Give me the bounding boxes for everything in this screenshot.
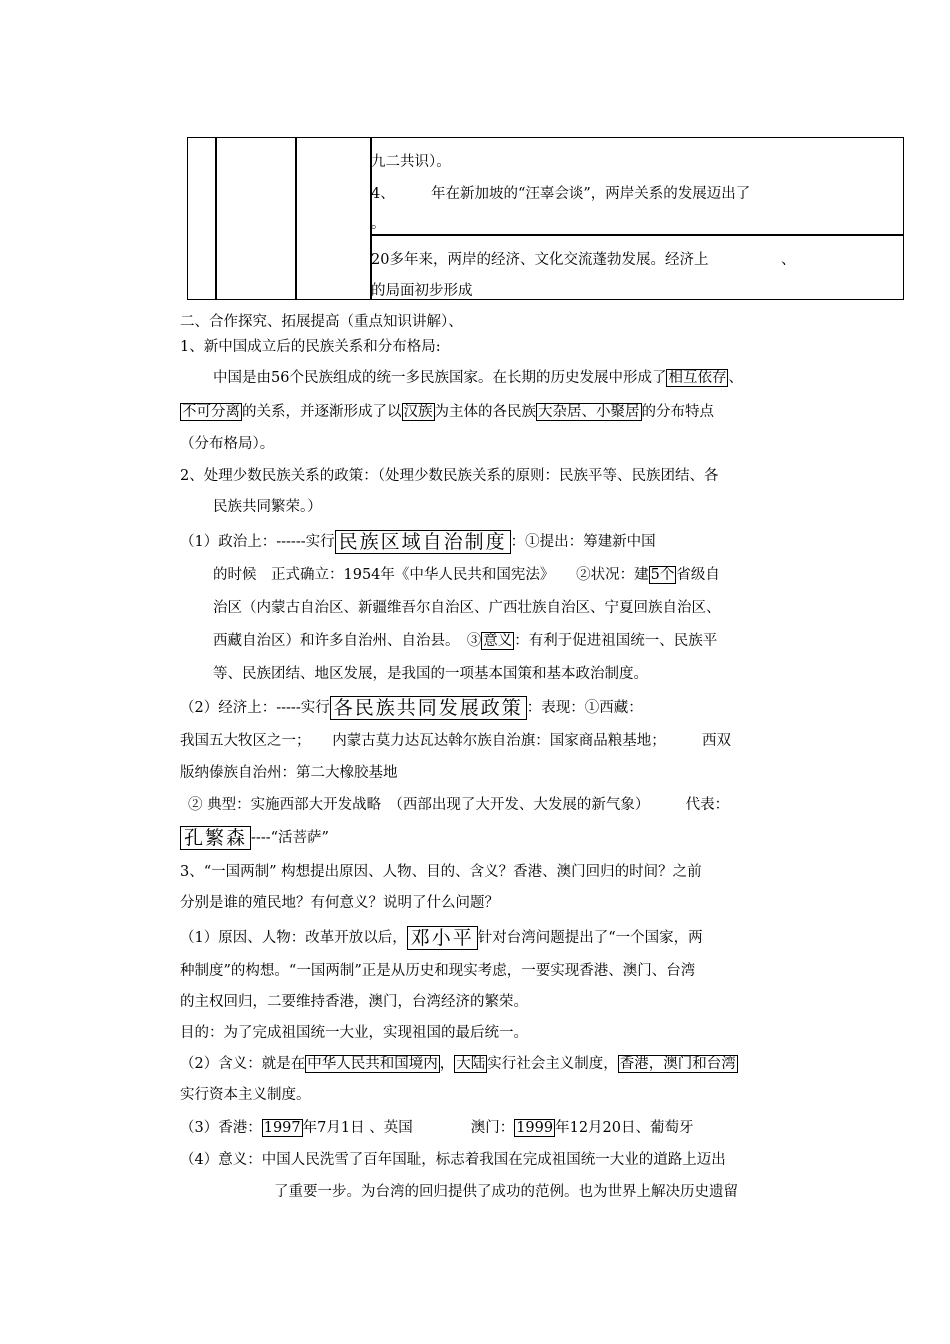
answer-box: 香港，澳门和台湾 [619,1056,736,1072]
table-cell-text: 4、 年在新加坡的“汪辜会谈”，两岸关系的发展迈出了 [371,186,751,202]
answer-box: 大杂居、小聚居 [538,404,640,420]
table-cell-text: 。 [371,216,386,232]
paragraph: （3）香港： 1997 年7月1日 、英国 澳门： 1999 年12月20日、葡萄牙 [180,1120,694,1136]
paragraph: 目的：为了完成祖国统一大业，实现祖国的最后统一。 [180,1025,528,1041]
table-cell-text: 九二共识）。 [371,154,451,170]
paragraph: ② 典型：实施西部大开发战略 （西部出现了大开发、大发展的新气象） 代表： [188,797,730,813]
paragraph: 版纳傣族自治州：第二大橡胶基地 [180,765,398,781]
summary-table [187,137,904,300]
paragraph: （1）原因、人物：改革开放以后， 邓小平 针对台湾问题提出了“一个国家，两 [180,927,703,949]
question-3-title-cont: 分别是谁的殖民地？有何意义？说明了什么问题？ [180,895,499,911]
answer-box: 汉族 [403,404,433,420]
question-1-title: 1、新中国成立后的民族关系和分布格局: [180,339,441,355]
paragraph: 实行资本主义制度。 [180,1087,311,1103]
answer-box: 5个 [650,567,675,583]
answer-box: 意义 [483,633,513,649]
question-2-title: 2、处理少数民族关系的政策：（处理少数民族关系的原则：民族平等、民族团结、各 [180,468,719,484]
paragraph: （2）经济上：-----实行 各民族共同发展政策 ：表现：①西藏： [180,697,643,719]
paragraph: 的时候 正式确立：1954年《中华人民共和国宪法》 ②状况：建 5个 省级自 [213,567,720,583]
table-cell-text: 的局面初步形成 [371,283,473,299]
answer-box: 邓小平 [407,926,478,950]
table-row-divider [371,234,903,236]
table-cell-text: 20多年来，两岸的经济、文化交流蓬勃发展。经济上 、 [371,252,796,268]
question-3-title: 3、“一国两制” 构想提出原因、人物、目的、含义？香港、澳门回归的时间？之前 [180,864,702,880]
paragraph: （2）含义：就是在 中华人民共和国境内 ， 大陆 实行社会主义制度， 香港，澳门和台湾 [180,1056,736,1072]
paragraph: 中国是由56个民族组成的统一多民族国家。在长期的历史发展中形成了 相互依存 、 [213,370,743,386]
answer-box: 孔繁森 [180,826,251,850]
answer-box: 1997 [263,1120,301,1136]
table-column-divider [295,137,297,299]
paragraph: 等、民族团结、地区发展，是我国的一项基本国策和基本政治制度。 [213,666,648,682]
answer-box: 大陆 [456,1056,486,1072]
answer-box: 不可分离 [182,404,240,420]
table-column-divider [215,137,217,299]
paragraph: 治区（内蒙古自治区、新疆维吾尔自治区、广西壮族自治区、宁夏回族自治区、 [213,600,721,616]
paragraph: （4）意义：中国人民洗雪了百年国耻，标志着我国在完成祖国统一大业的道路上迈出 [180,1152,726,1168]
paragraph: 种制度”的构想。“一国两制”正是从历史和现实考虑，一要实现香港、澳门、台湾 [180,963,696,979]
paragraph: 的主权回归，二要维持香港，澳门，台湾经济的繁荣。 [180,994,528,1010]
paragraph: （分布格局）。 [180,436,275,452]
paragraph: 我国五大牧区之一； 内蒙古莫力达瓦达斡尔族自治旗：国家商品粮基地； 西双 [180,733,731,749]
answer-box: 各民族共同发展政策 [330,696,527,720]
answer-box: 中华人民共和国境内 [307,1056,438,1072]
paragraph: 西藏自治区）和许多自治州、自治县。 ③ 意义 ：有利于促进祖国统一、民族平 [213,633,718,649]
answer-box: 相互依存 [668,370,727,386]
question-2-title-cont: 民族共同繁荣。） [213,499,322,515]
answer-box: 民族区域自治制度 [335,530,511,554]
section-heading: 二、合作探究、拓展提高（重点知识讲解）、 [180,314,463,330]
paragraph: 了重要一步。为台湾的回归提供了成功的范例。也为世界上解决历史遗留 [274,1184,738,1200]
paragraph: 孔繁森 ----“活菩萨” [180,826,329,850]
answer-box: 1999 [516,1120,554,1136]
paragraph: （1）政治上：------实行 民族区域自治制度 ：①提出：筹建新中国 [180,531,656,553]
paragraph: 不可分离 的关系，并逐渐形成了以 汉族 为主体的各民族 大杂居、小聚居 的分布特点 [182,404,714,420]
